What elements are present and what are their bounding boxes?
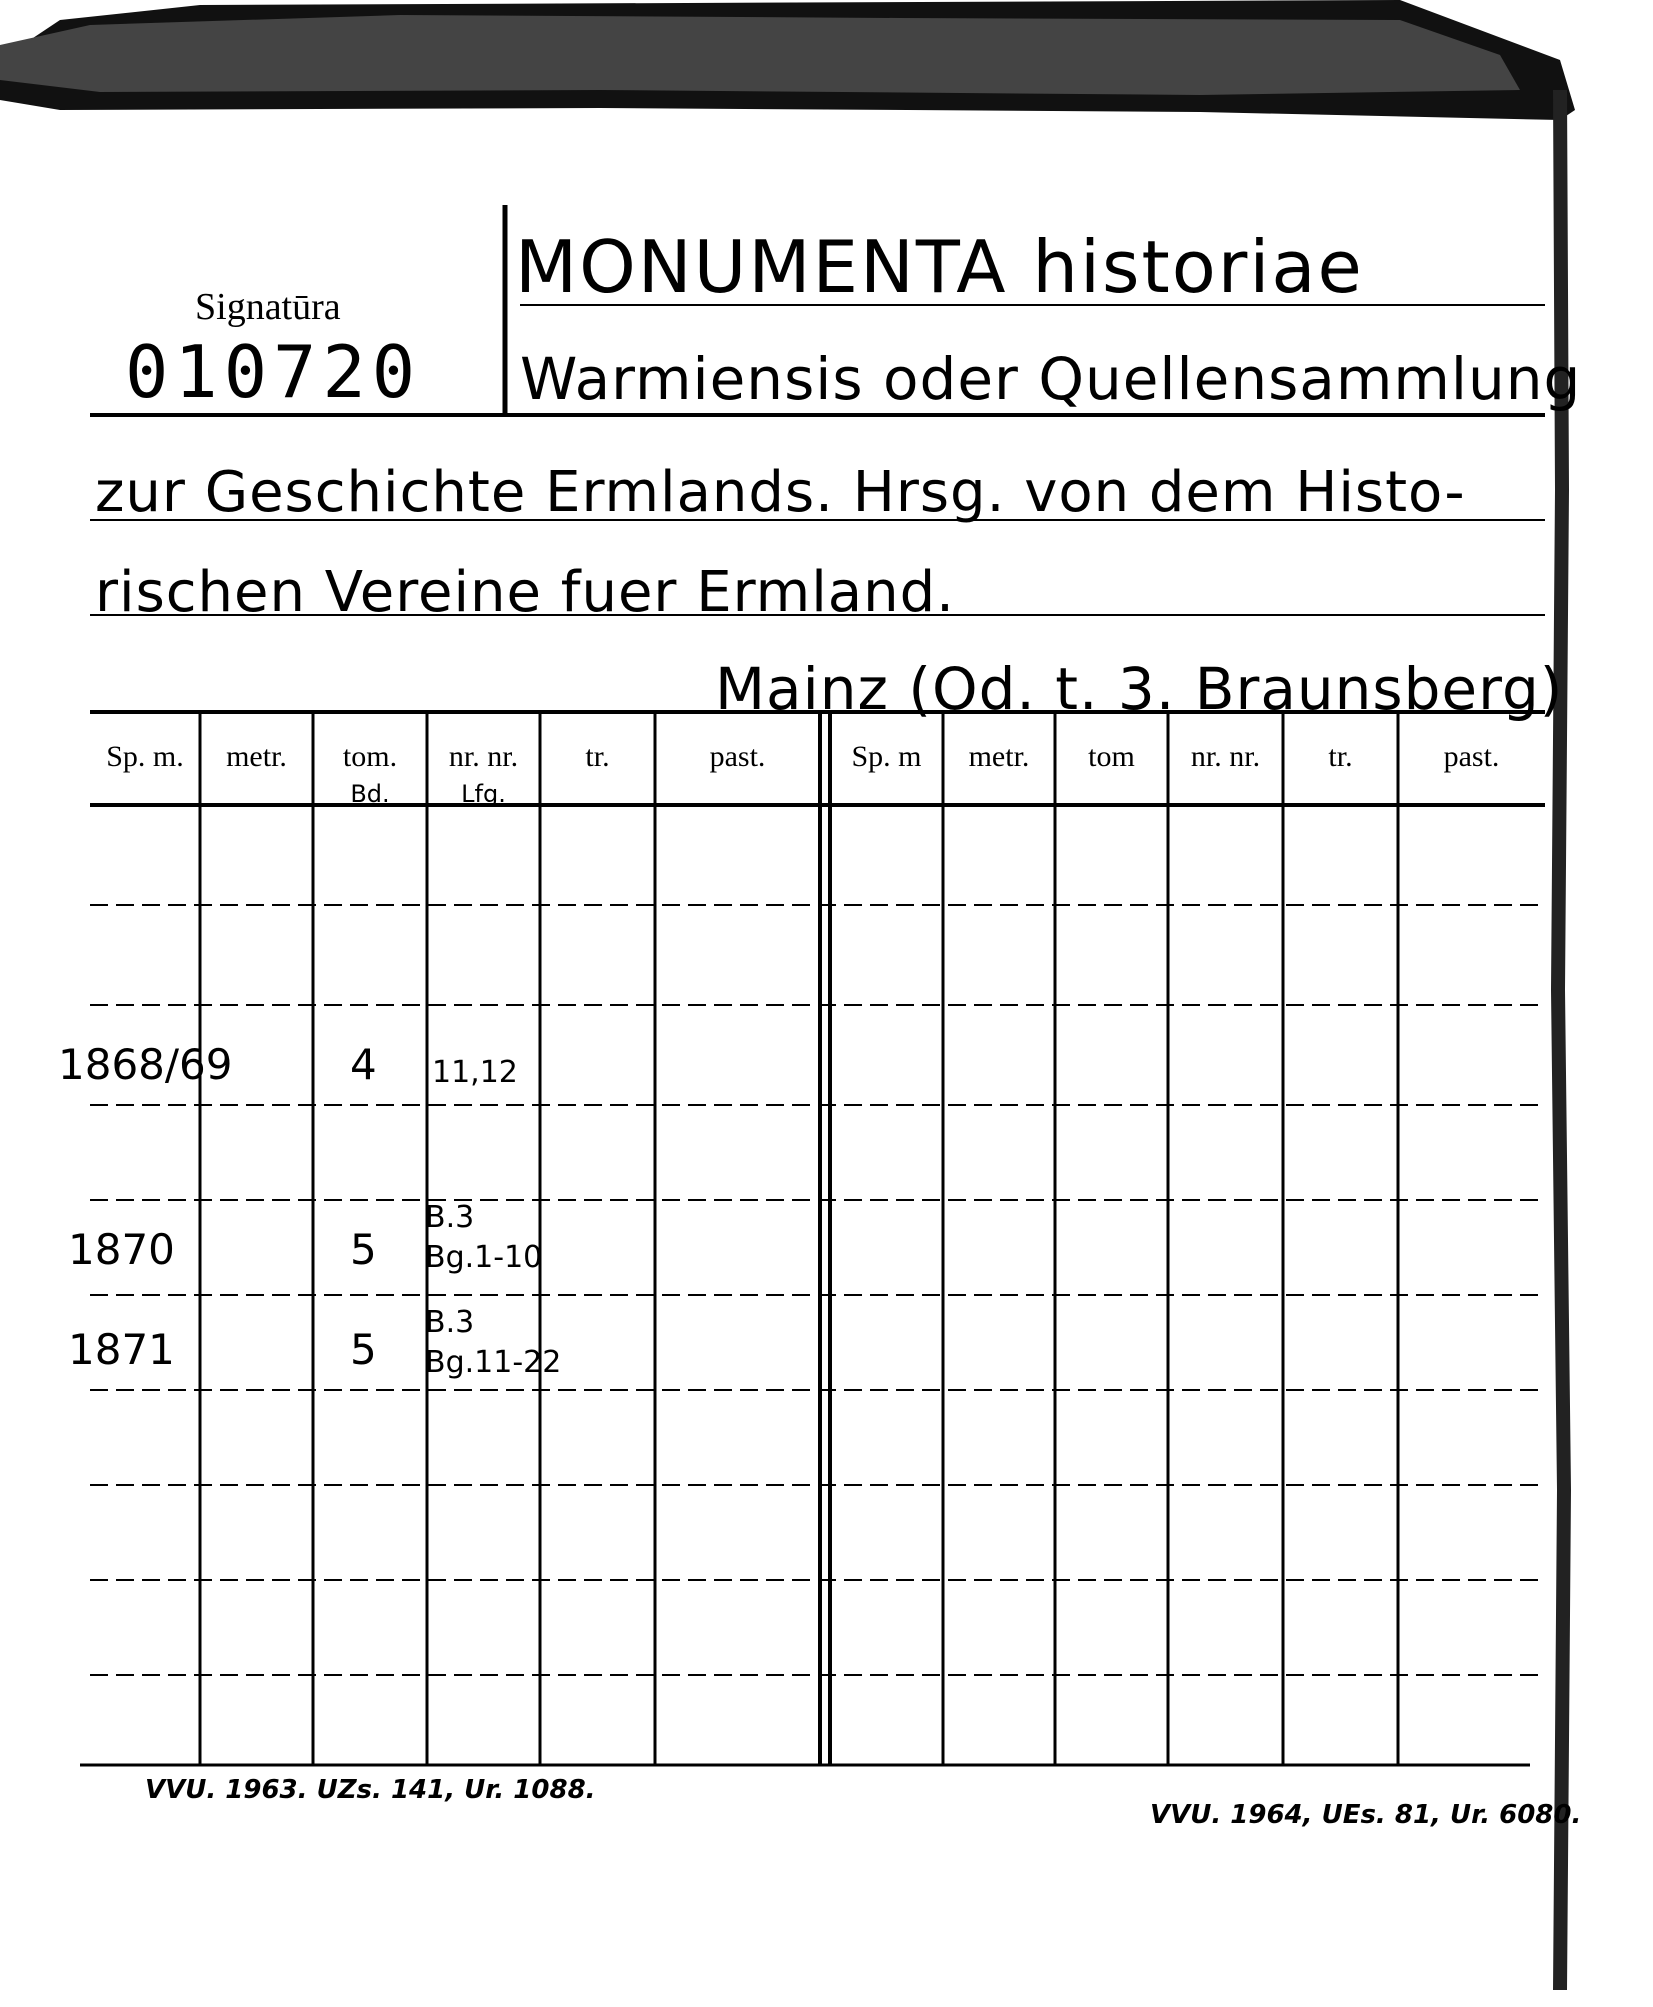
row-3-year: 1871 [68,1325,175,1374]
col-header-tom-right: tom [1088,740,1135,773]
row-3-tom: 5 [350,1325,377,1374]
row-1-tom: 4 [350,1040,377,1089]
row-1-year: 1868/69 [58,1040,233,1089]
col-subheader-bd: Bd. [350,780,390,808]
row-2-year: 1870 [68,1225,175,1274]
footer-note-right: VVU. 1964, UEs. 81, Ur. 6080. [1150,1800,1582,1830]
col-header-nr-right: nr. nr. [1190,740,1261,773]
title-line-4: rischen Vereine fuer Ermland. [95,560,955,625]
row-2-nr-line1: B.3 [425,1200,475,1235]
row-2-tom: 5 [350,1225,377,1274]
title-line-1: MONUMENTA historiae [515,225,1364,309]
col-header-past-right: past. [1443,740,1500,773]
row-3-nr-line1: B.3 [425,1305,475,1340]
row-1-nr: 11,12 [432,1055,518,1090]
publication-place: Mainz (Od. t. 3. Braunsberg) [715,655,1564,723]
col-header-sp-m-left: Sp. m. [106,740,184,773]
col-header-metr-right: metr. [968,740,1030,773]
col-header-past-left: past. [709,740,766,773]
col-subheader-lfg: Lfg. [461,780,506,808]
col-header-tom-left: tom. [342,740,398,773]
row-3-nr-line2: Bg.11-22 [425,1345,562,1380]
signatura-number: 010720 [125,330,422,414]
col-header-nr-left: nr. nr. [448,740,519,773]
col-header-tr-left: tr. [585,740,610,773]
title-line-3: zur Geschichte Ermlands. Hrsg. von dem Histo- [95,460,1466,525]
col-header-tr-right: tr. [1328,740,1353,773]
footer-note-left: VVU. 1963. UZs. 141, Ur. 1088. [145,1775,596,1805]
title-line-2: Warmiensis oder Quellensammlung [520,345,1582,413]
row-2-nr-line2: Bg.1-10 [425,1240,543,1275]
col-header-metr-left: metr. [226,740,287,773]
col-header-sp-m-right: Sp. m [851,740,922,773]
signatura-label: Signatūra [195,286,341,328]
